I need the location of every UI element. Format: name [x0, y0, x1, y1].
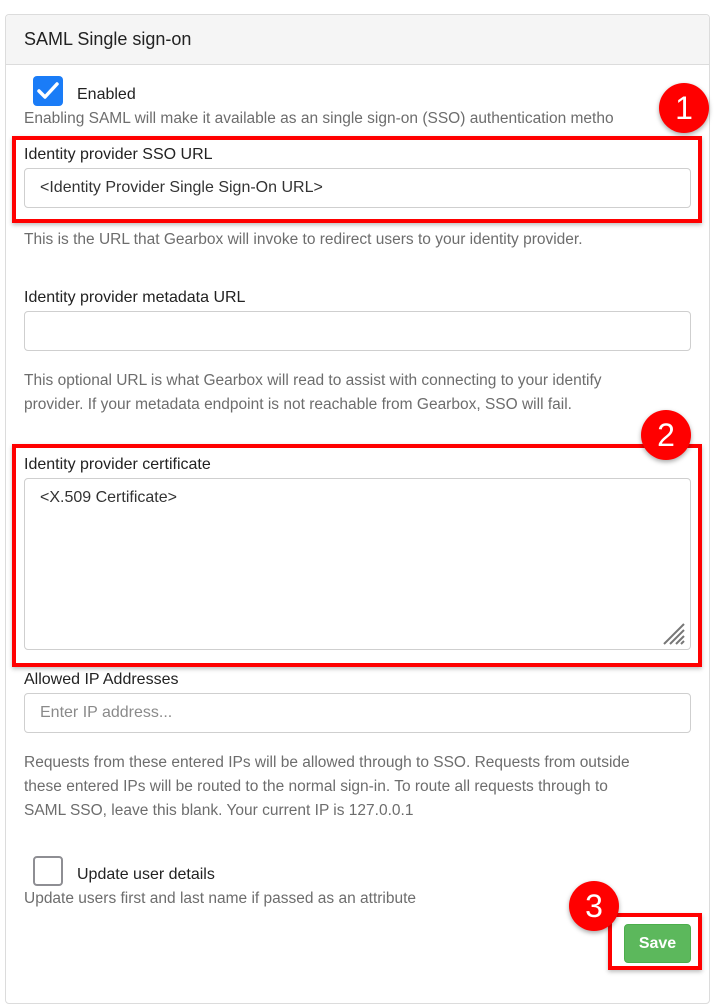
checkmark-icon [37, 81, 59, 101]
allowed-ips-label: Allowed IP Addresses [24, 671, 179, 688]
enabled-checkbox[interactable] [33, 76, 63, 106]
metadata-url-input[interactable] [24, 311, 691, 351]
panel-header [6, 15, 709, 65]
resize-grip-icon[interactable] [662, 622, 686, 646]
certificate-label: Identity provider certificate [24, 456, 211, 473]
sso-url-help: This is the URL that Gearbox will invoke to redirect users to your identity provider. [24, 231, 583, 248]
allowed-ips-help-1: Requests from these entered IPs will be allowed through to SSO. Requests from outside [24, 754, 630, 771]
update-user-checkbox[interactable] [33, 856, 63, 886]
update-user-label: Update user details [77, 866, 215, 883]
save-button[interactable]: Save [624, 924, 691, 963]
sso-url-label: Identity provider SSO URL [24, 146, 213, 163]
enabled-label: Enabled [77, 86, 136, 103]
panel-title: SAML Single sign-on [24, 29, 192, 49]
annotation-badge-2: 2 [641, 410, 691, 460]
allowed-ips-help-3: SAML SSO, leave this blank. Your current IP is 127.0.0.1 [24, 802, 414, 819]
certificate-textarea[interactable] [24, 478, 691, 650]
update-user-help: Update users first and last name if passed as an attribute [24, 890, 417, 907]
annotation-badge-1: 1 [659, 83, 709, 133]
annotation-badge-3: 3 [569, 881, 619, 931]
metadata-url-help-1: This optional URL is what Gearbox will read to assist with connecting to your identify [24, 372, 602, 389]
metadata-url-label: Identity provider metadata URL [24, 289, 246, 306]
metadata-url-help-2: provider. If your metadata endpoint is not reachable from Gearbox, SSO will fail. [24, 396, 572, 413]
enabled-help: Enabling SAML will make it available as an single sign-on (SSO) authentication metho [24, 110, 614, 127]
allowed-ips-input[interactable] [24, 693, 691, 733]
allowed-ips-help-2: these entered IPs will be routed to the normal sign-in. To route all requests through to [24, 778, 608, 795]
sso-url-input[interactable] [24, 168, 691, 208]
